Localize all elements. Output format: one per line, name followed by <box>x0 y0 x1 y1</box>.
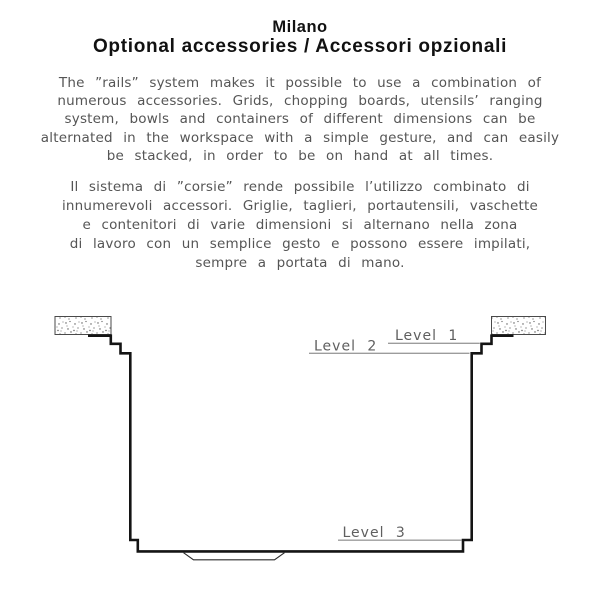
paragraph-line: alternated in the workspace with a simple gesture, and can easily <box>40 129 560 146</box>
level-2-label: Level 2 <box>314 338 378 355</box>
paragraph-line: system, bowls and containers of different dimensions can be <box>64 111 536 128</box>
paragraph-line: innumerevoli accessori. Griglie, taglieri, portautensili, vaschette <box>61 197 539 214</box>
page-title: Milano <box>272 18 328 36</box>
level-1-label: Level 1 <box>395 328 459 344</box>
paragraph-line: The ”rails” system makes it possible to use a combination of <box>58 74 542 91</box>
paragraph-line: sempre a portata di mano. <box>195 254 405 271</box>
paragraph-line: e contenitori di varie dimensioni si alternano nella zona <box>82 216 518 233</box>
right-counter-block <box>492 317 546 335</box>
left-counter-block <box>55 317 111 335</box>
paragraph-line: be stacked, in order to be on hand at all times. <box>106 148 494 165</box>
level-3-label: Level 3 <box>342 525 406 541</box>
paragraph-line: numerous accessories. Grids, chopping boards, utensils’ ranging <box>57 92 543 109</box>
paragraph-line: di lavoro con un semplice gesto e possono essere impilati, <box>69 235 531 252</box>
sink-profile-line <box>88 336 514 552</box>
drain-recess-line <box>184 553 285 560</box>
page-subtitle: Optional accessories / Accessori opzionali <box>92 35 508 57</box>
paragraph-line: Il sistema di ”corsie” rende possibile l’utilizzo combinato di <box>70 178 530 195</box>
